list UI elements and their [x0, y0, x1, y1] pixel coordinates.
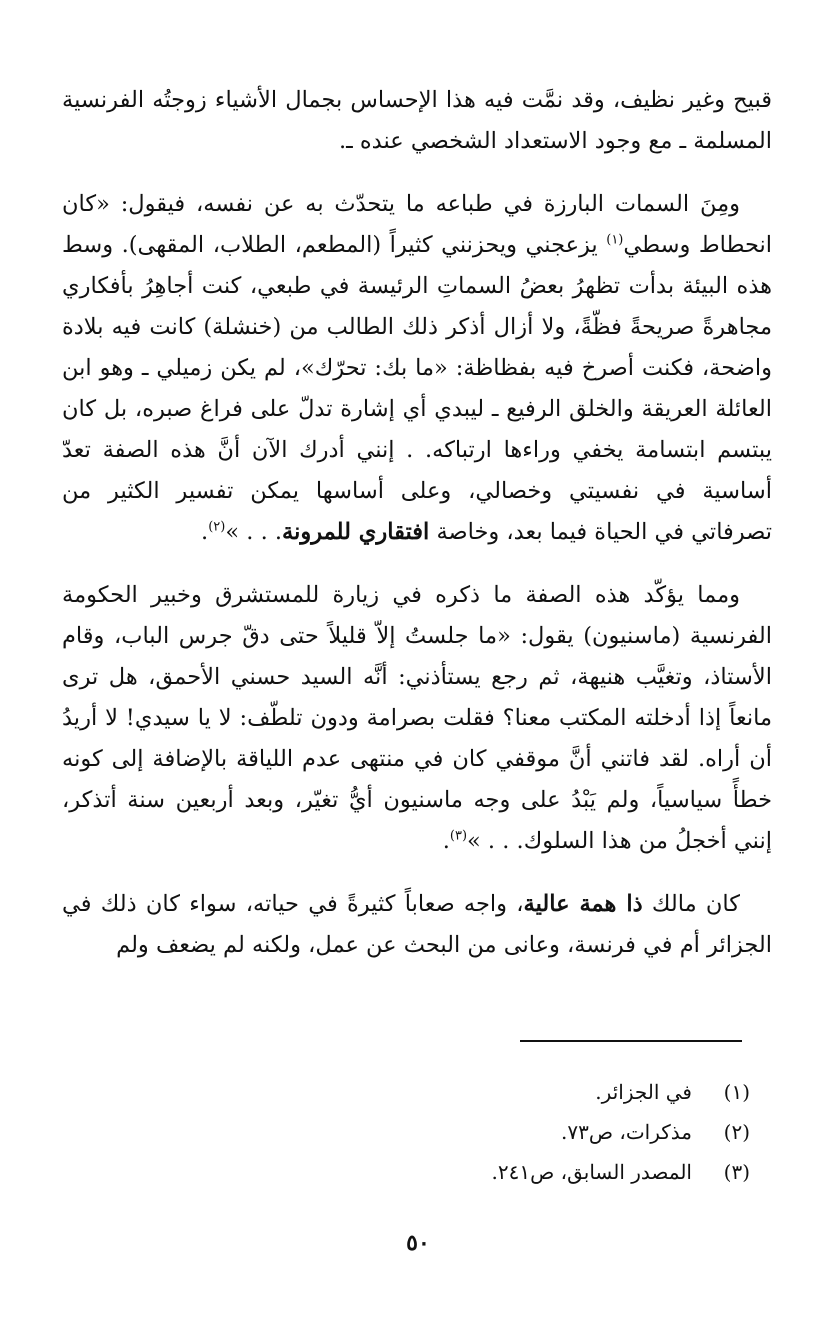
- paragraph-2-text-b: يزعجني ويحزنني كثيراً (المطعم، الطلاب، المقهى). وسط هذه البيئة بدأت تظهرُ بعضُ السماتِ الرئيسة في طبعي، كنت أجاهِرُ بأفكاري مجاهرةً صريحةً فظّةً، ولا أزال أذكر ذلك الطالب من (خنشلة) كانت فيه بلادة واضحة، فكنت أصرخ فيه بفظاظة: «ما بك: تحرّك»، لم يكن زميلي ـ وهو ابن العائلة العريقة والخلق الرفيع ـ ليبدي أي إشارة تدلّ على فراغ صبره، بل كان يبتسم ابتسامة يخفي وراءها ارتباكه. . إنني أدرك الآن أنَّ هذه الصفة تعدّ أساسية في نفسيتي وخصالي، وعلى أساسها يمكن تفسير الكثير من تصرفاتي في الحياة فيما بعد، وخاصة: [62, 232, 772, 545]
- paragraph-2-text-c: . . . »: [225, 519, 283, 545]
- footnote-1: [62, 1072, 750, 1112]
- paragraph-4-text-b: ، واجه صعاباً كثيرةً في حياته، سواء كان ذلك في الجزائر أم في فرنسة، وعانى من البحث عن عمل، ولكنه لم يضعف ولم: [62, 891, 772, 958]
- paragraph-1-text: قبيح وغير نظيف، وقد نمَّت فيه هذا الإحساس بجمال الأشياء زوجتُه الفرنسية المسلمة ـ مع وجود الاستعداد الشخصي عنده ـ.: [62, 87, 772, 154]
- paragraph-1: [62, 80, 772, 162]
- paragraph-2: [62, 184, 772, 553]
- footnote-3: [62, 1152, 750, 1192]
- footnote-ref-2: (٢): [208, 519, 226, 535]
- paragraph-3-text-b: .: [442, 828, 450, 854]
- paragraph-2-text-d: .: [201, 519, 209, 545]
- page-number: ٥٠: [406, 1230, 430, 1256]
- paragraph-4-bold-phrase: ذا همة عالية: [523, 891, 643, 917]
- paragraph-3-text-a: ومما يؤكّد هذه الصفة ما ذكره في زيارة للمستشرق وخبير الحكومة الفرنسية (ماسنيون) يقول: «ما جلستُ إلاّ قليلاً حتى دقّ جرس الباب، وقام الأستاذ، وتغيَّب هنيهة، ثم رجع يستأذني: أنَّه السيد حسني الأحمق، هل ترى مانعاً إذا أدخلته المكتب معنا؟ فقلت بصرامة ودون تلطّف: لا يا سيدي! لا أريدُ أن أراه. لقد فاتني أنَّ موقفي كان في منتهى عدم اللياقة بالإضافة إلى كونه خطأً سياسياً، ولم يَبْدُ على وجه ماسنيون أيُّ تغيّر، وبعد أربعين سنة أتذكر، إنني أخجلُ من هذا السلوك. . . »: [62, 582, 772, 854]
- footnote-separator: [520, 1040, 742, 1042]
- paragraph-4-text-a: كان مالك: [642, 891, 740, 917]
- footnote-text: في الجزائر.: [595, 1080, 692, 1104]
- footnote-ref-3: (٣): [449, 828, 468, 844]
- footnote-2: [62, 1112, 750, 1152]
- footnote-ref-1: (١): [606, 232, 624, 248]
- paragraph-2-bold-phrase: افتقاري للمرونة: [282, 519, 430, 545]
- footnote-number: (٢): [723, 1120, 750, 1144]
- footnote-text: المصدر السابق، ص٢٤١.: [491, 1160, 692, 1184]
- book-page-body: [62, 80, 772, 988]
- paragraph-3: [62, 575, 772, 862]
- paragraph-2-text-a: ومِنَ السمات البارزة في طباعه ما يتحدّث به عن نفسه، فيقول: «كان انحطاط وسطي: [62, 191, 772, 258]
- footnote-number: (٣): [723, 1160, 750, 1184]
- footnote-text: مذكرات، ص٧٣.: [561, 1120, 692, 1144]
- footnotes: [62, 1072, 750, 1192]
- footnote-number: (١): [723, 1080, 750, 1104]
- paragraph-4: [62, 884, 772, 966]
